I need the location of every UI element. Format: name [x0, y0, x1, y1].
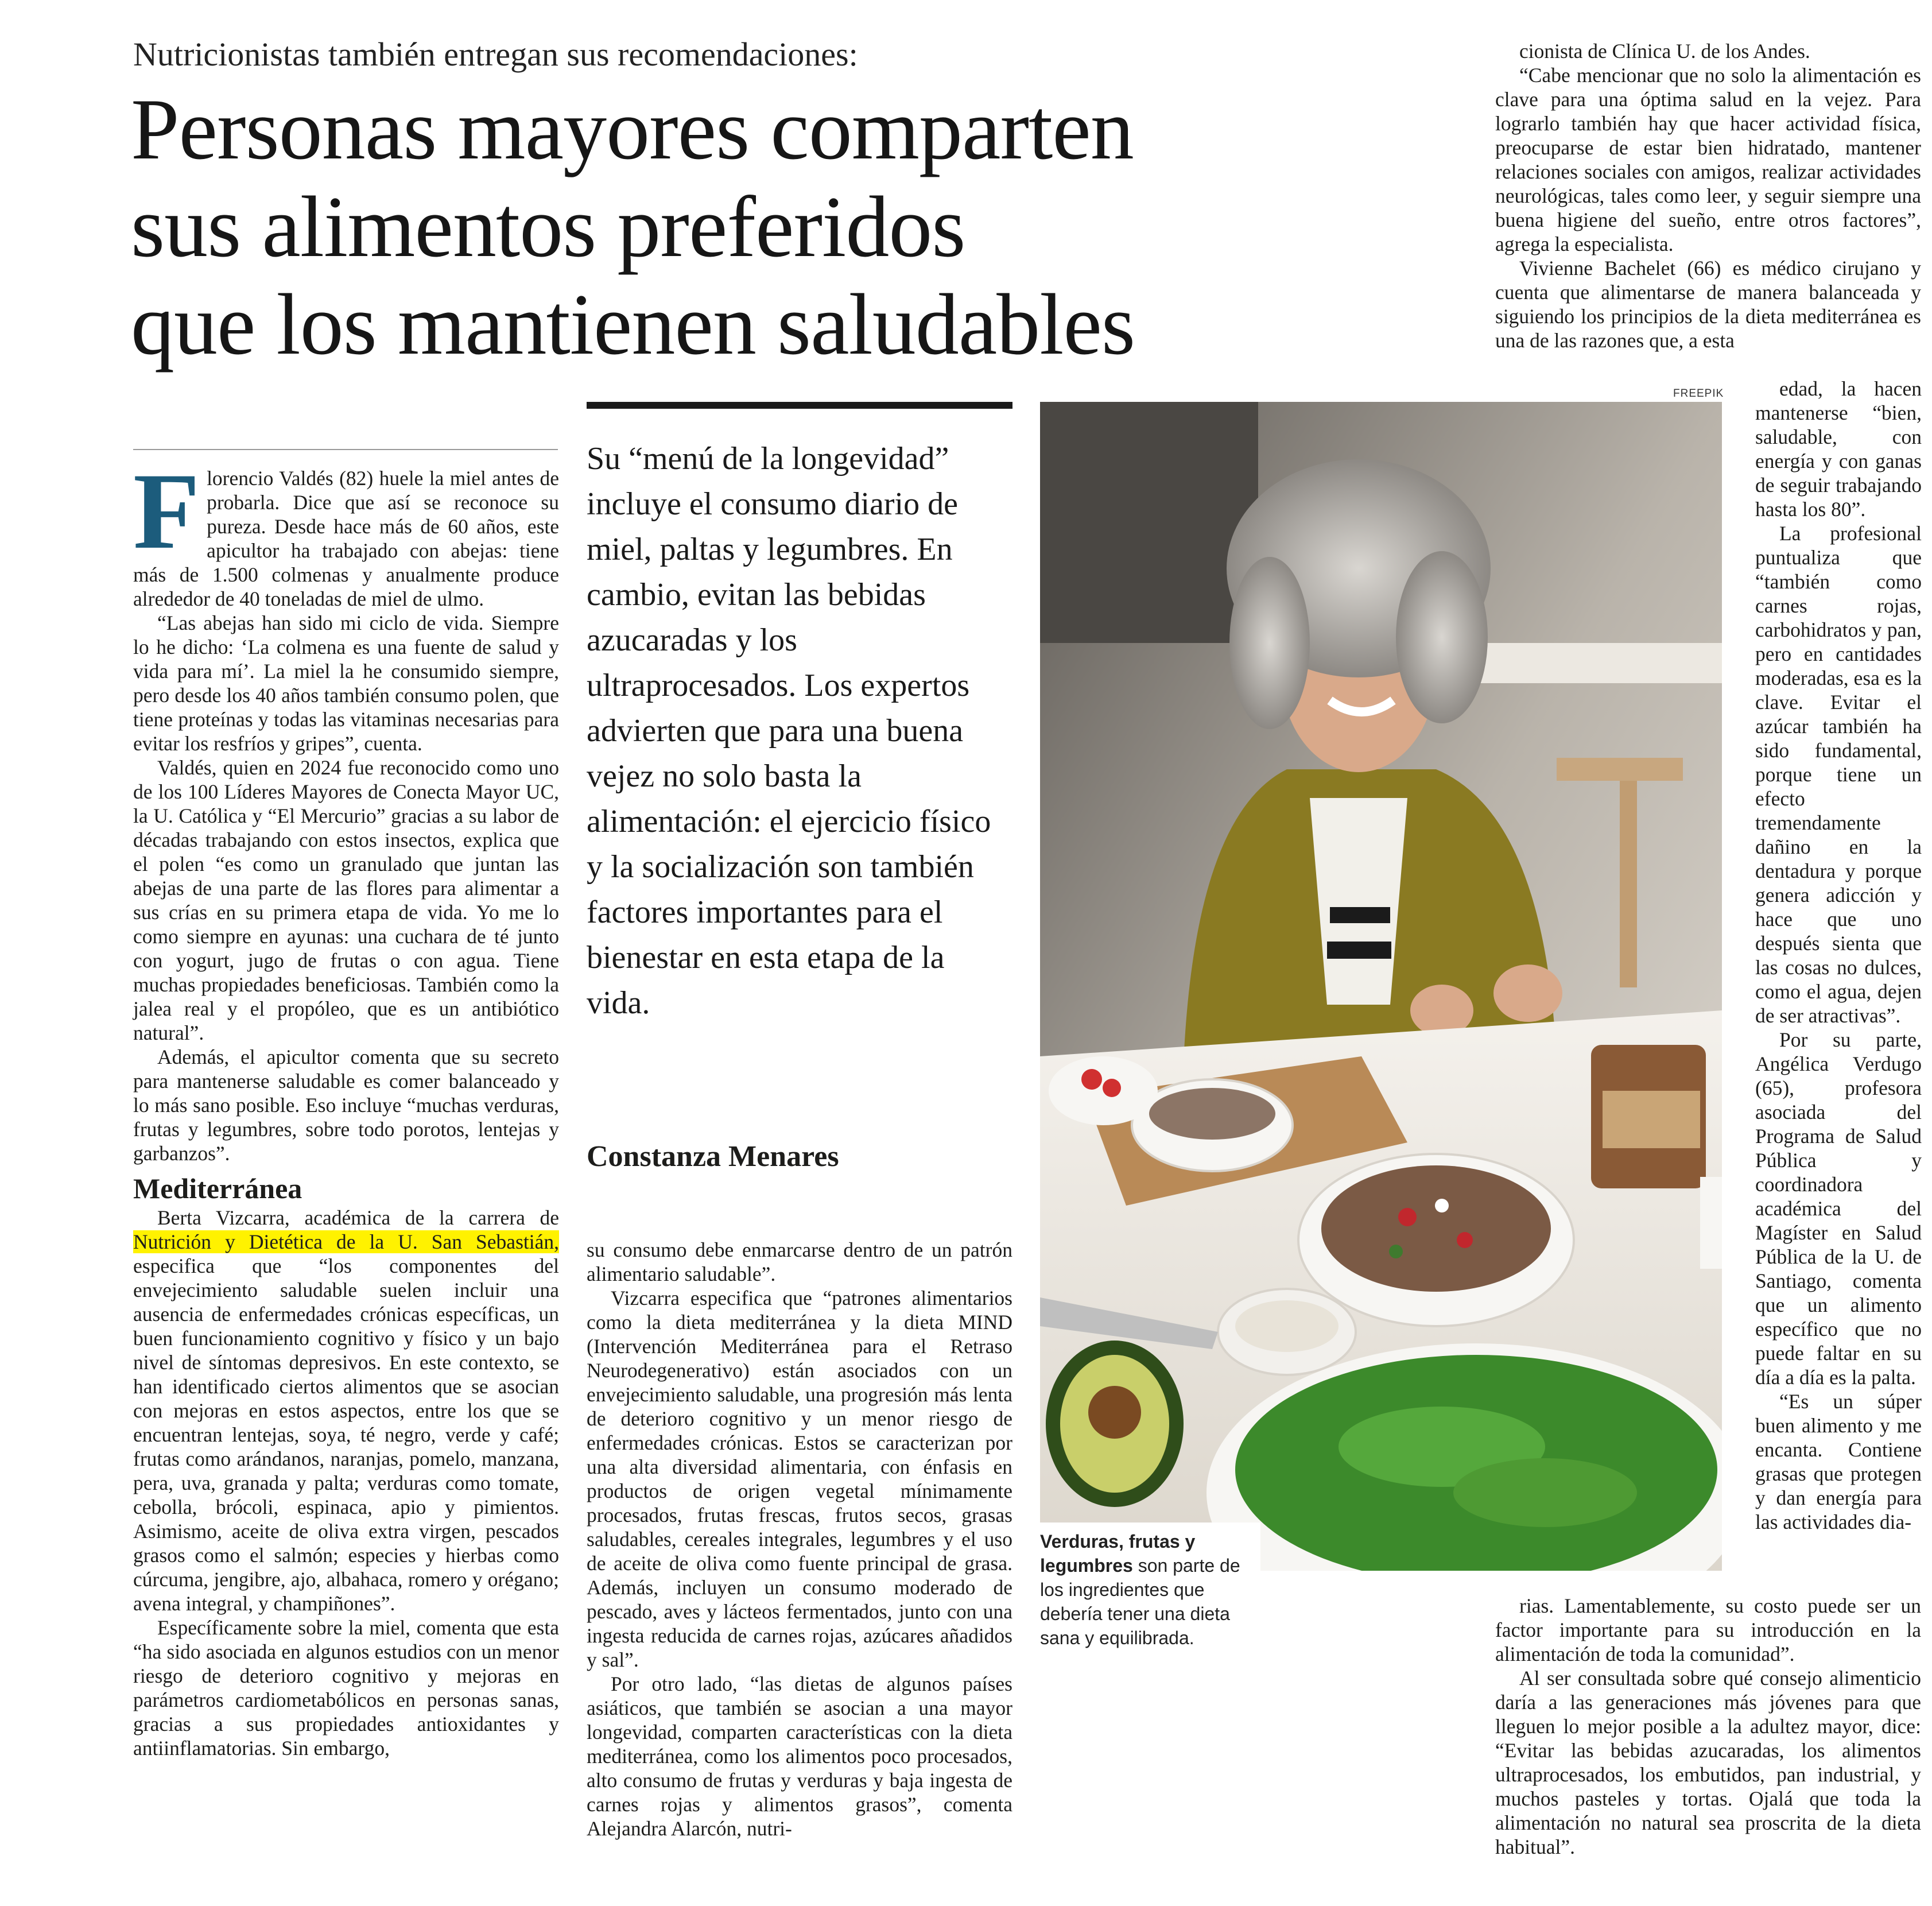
- caption-text: son parte de los ingredientes que debería tener una dieta sana y equilibrada.: [1040, 1555, 1240, 1648]
- pullquote-rule: [587, 402, 1012, 409]
- body-paragraph: “Es un súper buen alimento y me encanta. Contiene grasas que protegen y dan energía para las actividades dia-: [1755, 1390, 1922, 1533]
- body-paragraph: “Cabe mencionar que no solo la alimentación es clave para una óptima salud en la vejez. Para lograrlo también hay que hacer actividad física, preocuparse de estar bien hidratado, mantener relaciones sociales con amigos, realizar actividades neurológicas, tales como leer, y seguir siempre una buena higiene del sueño, entre otros factores”, agrega la especialista.: [1495, 64, 1921, 255]
- highlighted-text: Nutrición y Dietética de la U. San Sebastián,: [133, 1230, 559, 1253]
- body-paragraph: Vizcarra especifica que “patrones alimentarios como la dieta mediterránea y la dieta MIND (Intervención Mediterránea para el Retraso Neurodegenerativo) están asociados con un envejecimiento saludable, una progresión más lenta de deterioro cognitivo y un menor riesgo de enfermedades crónicas. Estos se caracterizan por una alta diversidad alimentaria, con énfasis en productos de origen vegetal mínimamente procesados, frutas frescas, frutos secos, grasas saludables, cereales integrales, legumbres y el uso de aceite de oliva como fuente principal de grasa. Además, incluyen un consumo moderado de pescado, aves y lácteos fermentados, junto con una ingesta reducida de carnes rojas, azúcares añadidos y sal”.: [587, 1287, 1012, 1671]
- body-paragraph: Valdés, quien en 2024 fue reconocido como uno de los 100 Líderes Mayores de Conecta Mayor UC, la U. Católica y “El Mercurio” gracias a su labor de décadas trabajando con estos insectos, explica que el polen “es como un granulado que juntan las abejas de una parte de las flores para alimentar a sus crías en su primera etapa de vida. Yo me lo como siempre en ayunas: una cuchara de té junto con yogurt, jugo de frutas o con agua. Tiene muchas propiedades beneficiosas. También como la jalea real y el propóleo, que es un antibiótico natural”.: [133, 756, 559, 1044]
- body-paragraph: Específicamente sobre la miel, comenta que esta “ha sido asociada en algunos estudios con un menor riesgo de deterioro cognitivo y mejoras en parámetros cardiometabólicos en personas sanas, gracias a sus propiedades antioxidantes y antiinflamatorias. Sin embargo,: [133, 1616, 559, 1760]
- kicker: Nutricionistas también entregan sus recomendaciones:: [133, 36, 858, 73]
- article-column-3-bottom: [1495, 1594, 1921, 1859]
- article-column-3-narrow: [1755, 377, 1922, 1534]
- body-paragraph: [133, 1206, 559, 1616]
- photo-caption: [1040, 1523, 1260, 1650]
- paragraph-rest: especifica que “los componentes del envejecimiento saludable suelen incluir una ausencia de enfermedades crónicas específicas, un buen funcionamiento cognitivo y físico y un bajo nivel de síntomas depresivos. En este contexto, se han identificado ciertos alimentos que se asocian con mejoras en estos aspectos, entre los que se encuentran lentejas, soya, té negro, verde y café; frutas como arándanos, naranjas, pomelo, manzana, pera, uva, granada y palta; verduras como tomate, cebolla, brócoli, espinaca, apio y pimientos. Asimismo, aceite de oliva extra virgen, pescados grasos como el salmón; especies y hierbas como cúrcuma, jengibre, ajo, albahaca, romero y orégano; avena integral, y champiñones”.: [133, 1254, 559, 1615]
- body-paragraph: edad, la hacen mantenerse “bien, saludable, con energía y con ganas de seguir trabajando hasta los 80”.: [1755, 377, 1922, 521]
- body-paragraph: Además, el apicultor comenta que su secreto para mantenerse saludable es comer balanceado y lo más sano posible. Eso incluye “muchas verduras, frutas y legumbres, sobre todo porotos, lentejas y garbanzos”.: [133, 1045, 559, 1165]
- pullquote: Su “menú de la longevidad” incluye el consumo diario de miel, paltas y legumbres. En cambio, evitan las bebidas azucaradas y los ultraprocesados. Los expertos advierten que para una buena vejez no solo basta la alimentación: el ejercicio físico y la socialización son también factores importantes para el bienestar en esta etapa de la vida.: [587, 441, 991, 1021]
- paragraph-start: Berta Vizcarra, académica de la carrera de: [157, 1206, 559, 1229]
- body-paragraph: su consumo debe enmarcarse dentro de un patrón alimentario saludable”.: [587, 1238, 1012, 1285]
- body-paragraph: Al ser consultada sobre qué consejo alimenticio daría a las generaciones más jóvenes para que lleguen lo mejor posible a la adultez mayor, dice: “Evitar las bebidas azucaradas, los alimentos ultraprocesados, los embutidos, pan industrial, y muchos pasteles y tortas. Ojalá que toda la alimentación no natural sea proscrita de la dieta habitual”.: [1495, 1667, 1921, 1858]
- column-rule: [133, 449, 558, 450]
- body-paragraph: cionista de Clínica U. de los Andes.: [1519, 40, 1810, 63]
- caption-bold: Verduras, frutas y legumbres: [1040, 1531, 1196, 1576]
- body-paragraph: “Las abejas han sido mi ciclo de vida. Siempre lo he dicho: ‘La colmena es una fuente de salud y vida para mí’. La miel la he consumido siempre, pero desde los 40 años también consumo polen, que tiene proteínas y todas las vitaminas necesarias para evitar los resfríos y gripes”, cuenta.: [133, 611, 559, 755]
- body-paragraph: La profesional puntualiza que “también como carnes rojas, carbohidratos y pan, pero en cantidades moderadas, esa es la clave. Evitar el azúcar también ha sido fundamental, porque tiene un efecto tremendamente dañino en la dentadura y porque genera adicción y hace que uno después sienta que las cosas no dulces, como el agua, dejen de ser atractivas”.: [1755, 522, 1922, 1027]
- body-paragraph: Por otro lado, “las dietas de algunos países asiáticos, que también se asocian a una mayor longevidad, comparten características con la dieta mediterránea, como los alimentos poco procesados, alto consumo de frutas y verduras y baja ingesta de carnes rojas y alimentos grasos”, comenta Alejandra Alarcón, nutri-: [587, 1672, 1012, 1840]
- body-paragraph: Vivienne Bachelet (66) es médico cirujano y cuenta que alimentarse de manera balanceada y siguiendo los principios de la dieta mediterránea es una de las razones que, a esta: [1495, 257, 1921, 352]
- headline-line: que los mantienen saludables: [131, 276, 1135, 373]
- headline-line: Personas mayores comparten: [131, 81, 1134, 177]
- article-column-1: [133, 451, 559, 1760]
- article-column-3-top: [1495, 39, 1921, 352]
- lead-text: lorencio Valdés (82) huele la miel antes de probarla. Dice que así se reconoce su pureza. Desde hace más de 60 años, este apicultor ha trabajado con abejas: tiene más de 1.500 colmenas y anualmente produce alrededor de 40 toneladas de miel de ulmo.: [133, 467, 559, 610]
- byline: Constanza Menares: [587, 1140, 839, 1173]
- section-subhead: Mediterránea: [133, 1172, 302, 1204]
- body-paragraph: rias. Lamentablemente, su costo puede ser un factor importante para su introducción en la alimentación de toda la comunidad”.: [1495, 1594, 1921, 1665]
- body-paragraph: Por su parte, Angélica Verdugo (65), profesora asociada del Programa de Salud Pública y coordinadora académica del Magíster en Salud Pública de la U. de Santiago, comenta que un alimento específico que no puede faltar en su día a día es la palta.: [1755, 1028, 1922, 1389]
- drop-cap: F: [133, 451, 200, 572]
- headline: [131, 80, 1336, 373]
- article-column-2: [587, 1238, 1012, 1841]
- lead-paragraph: [133, 451, 559, 611]
- photo-credit: FREEPIK: [1673, 388, 1724, 400]
- headline-line: sus alimentos preferidos: [131, 179, 965, 275]
- kitchen-scene-illustration: [1040, 402, 1722, 1571]
- article-photo: [1040, 402, 1722, 1571]
